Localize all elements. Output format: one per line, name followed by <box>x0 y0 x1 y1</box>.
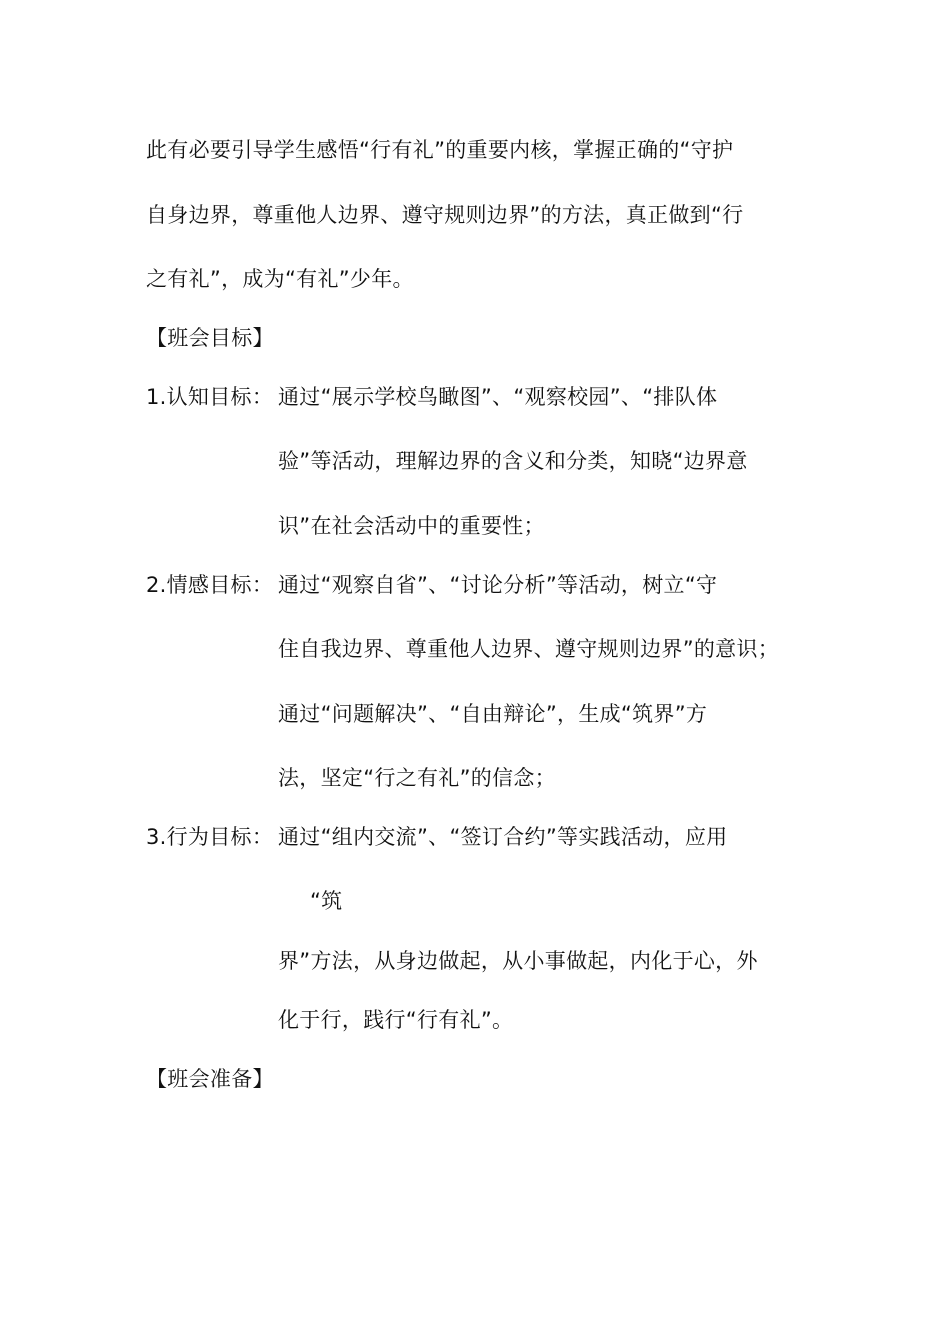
goal-text-line: 界”方法，从身边做起，从小事做起，内化于心，外 <box>278 949 758 973</box>
goal-text-line: 通过“观察自省”、“讨论分析”等活动，树立“守 <box>278 573 718 597</box>
section-heading-goals: 【班会目标】 <box>146 326 274 350</box>
goal-text-line: “筑 <box>310 889 343 913</box>
intro-line-3: 之有礼”，成为“有礼”少年。 <box>146 267 414 291</box>
goal-label-cognitive: 1.认知目标： <box>146 385 274 409</box>
goal-text-line: 法，坚定“行之有礼”的信念； <box>278 766 556 790</box>
goal-text-line: 通过“问题解决”、“自由辩论”，生成“筑界”方 <box>278 702 708 726</box>
intro-line-2: 自身边界，尊重他人边界、遵守规则边界”的方法，真正做到“行 <box>146 203 744 227</box>
goal-text-line: 识”在社会活动中的重要性； <box>278 514 545 538</box>
goal-text-line: 验”等活动，理解边界的含义和分类，知晓“边界意 <box>278 449 748 473</box>
goal-text-line: 通过“展示学校鸟瞰图”、“观察校园”、“排队体 <box>278 385 718 409</box>
goal-label-emotional: 2.情感目标： <box>146 573 274 597</box>
intro-line-1: 此有必要引导学生感悟“行有礼”的重要内核，掌握正确的“守护 <box>146 138 734 162</box>
section-heading-preparation: 【班会准备】 <box>146 1067 274 1091</box>
goal-text-line: 化于行，践行“行有礼”。 <box>278 1008 514 1032</box>
goal-text-line: 住自我边界、尊重他人边界、遵守规则边界”的意识； <box>278 637 780 661</box>
goal-text-line: 通过“组内交流”、“签订合约”等实践活动，应用 <box>278 825 728 849</box>
goal-label-behavioral: 3.行为目标： <box>146 825 274 849</box>
